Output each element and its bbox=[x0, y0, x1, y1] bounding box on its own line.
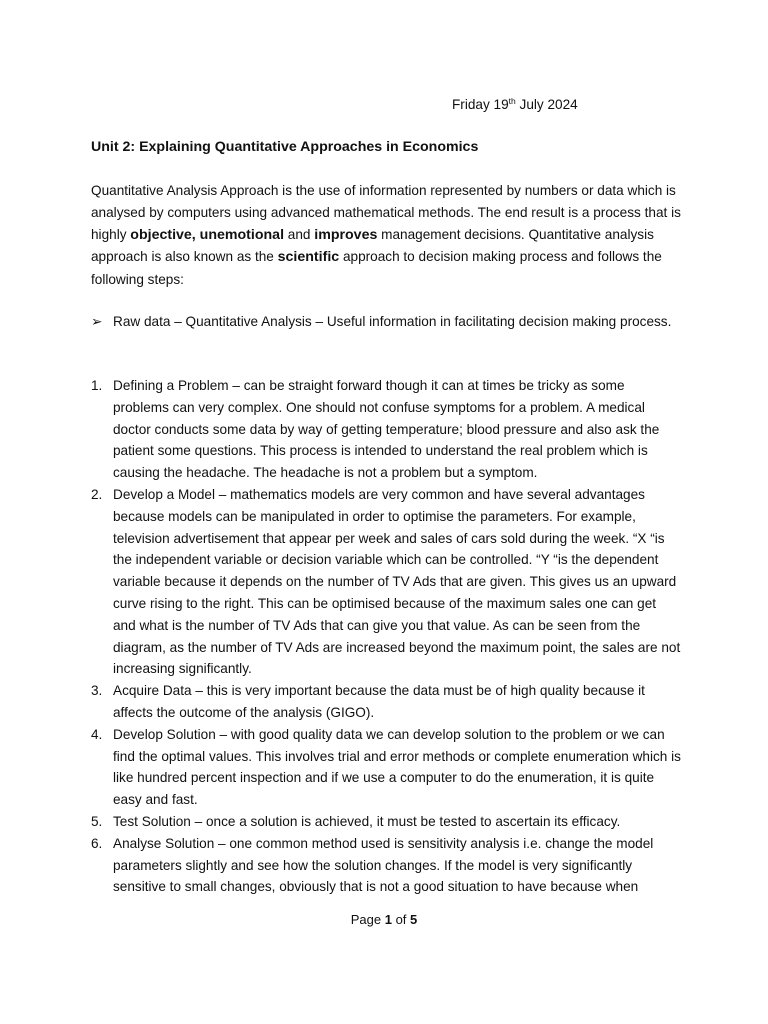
list-item-number: 2. bbox=[91, 486, 103, 502]
list-item bbox=[91, 724, 681, 811]
document-date bbox=[452, 94, 578, 116]
intro-paragraph bbox=[91, 180, 681, 291]
intro-text-2: and bbox=[284, 226, 315, 242]
page-footer bbox=[0, 909, 768, 931]
list-item-text: Analyse Solution – one common method used is sensitivity analysis i.e. change the model parameters slightly and see how the solution changes. If the model is very significantly sensitive to small changes, obviously that is not a good situation to have because when bbox=[113, 835, 654, 895]
list-item-text: Acquire Data – this is very important because the data must be of high quality because it affects the outcome of the analysis (GIGO). bbox=[113, 683, 645, 720]
footer-page-number: 1 bbox=[384, 912, 392, 927]
footer-of-word: of bbox=[391, 912, 411, 927]
intro-text-1: Quantitative Analysis Approach is the use of information represented by numbers or data which is analysed by computers using advanced mathematical methods. The end result is a process that is highly bbox=[91, 183, 681, 242]
list-item-number: 3. bbox=[91, 683, 103, 699]
list-item-number: 5. bbox=[91, 813, 103, 829]
arrow-bullet-item bbox=[91, 311, 681, 333]
list-item-text: Test Solution – once a solution is achieved, it must be tested to ascertain its efficacy. bbox=[113, 813, 621, 829]
list-item-text: Defining a Problem – can be straight forward though it can at times be tricky as some problems can very complex. One should not confuse symptoms for a problem. A medical doctor conducts some data by way of getting temperature; blood pressure and also ask the patient some questions. This process is intended to understand the real problem which is causing the headache. The headache is not a problem but a symptom. bbox=[113, 378, 660, 481]
intro-bold-3: scientific bbox=[277, 249, 340, 266]
date-superscript: th bbox=[508, 96, 516, 106]
list-item-number: 1. bbox=[91, 378, 103, 393]
list-item bbox=[91, 680, 681, 724]
list-item bbox=[91, 375, 681, 484]
steps-list bbox=[91, 375, 681, 898]
intro-bold-1: objective, unemotional bbox=[130, 226, 285, 243]
footer-page-word: Page bbox=[350, 912, 385, 927]
bullet-text: Raw data – Quantitative Analysis – Useful information in facilitating decision making process. bbox=[113, 314, 672, 329]
document-title: Unit 2: Explaining Quantitative Approaches in Economics bbox=[91, 139, 479, 155]
intro-bold-2: improves bbox=[314, 226, 378, 243]
arrow-bullet-icon: ➢ bbox=[91, 314, 103, 329]
list-item-text: Develop Solution – with good quality data we can develop solution to the problem or we can find the optimal values. This involves trial and error methods or complete enumeration which is like hundred percent inspection and if we use a computer to do the enumeration, it is quite easy and fast. bbox=[113, 726, 681, 808]
list-item-number: 6. bbox=[91, 835, 103, 851]
intro-text-4: approach to decision making process and follows the following steps: bbox=[91, 249, 662, 288]
list-item-text: Develop a Model – mathematics models are very common and have several advantages because models can be manipulated in order to optimise the parameters. For example, television advertisement that appear per week and sales of cars sold during the week. “X “is the independent variable or decision variable which can be controlled. “Y “is the dependent variable because it depends on the number of TV Ads that are given. This gives us an upward curve rising to the right. This can be optimised because of the maximum sales one can get and what is the number of TV Ads that can give you that value. As can be seen from the diagram, as the number of TV Ads are increased beyond the maximum point, the sales are not increasing significantly. bbox=[113, 486, 681, 677]
list-item bbox=[91, 811, 681, 833]
list-item bbox=[91, 484, 681, 680]
list-item-number: 4. bbox=[91, 726, 103, 742]
footer-page-total: 5 bbox=[410, 912, 418, 927]
date-suffix: July 2024 bbox=[515, 97, 578, 112]
intro-text-3: management decisions. Quantitative analysis approach is also known as the bbox=[91, 226, 654, 265]
list-item bbox=[91, 833, 681, 898]
date-prefix: Friday 19 bbox=[452, 97, 509, 112]
